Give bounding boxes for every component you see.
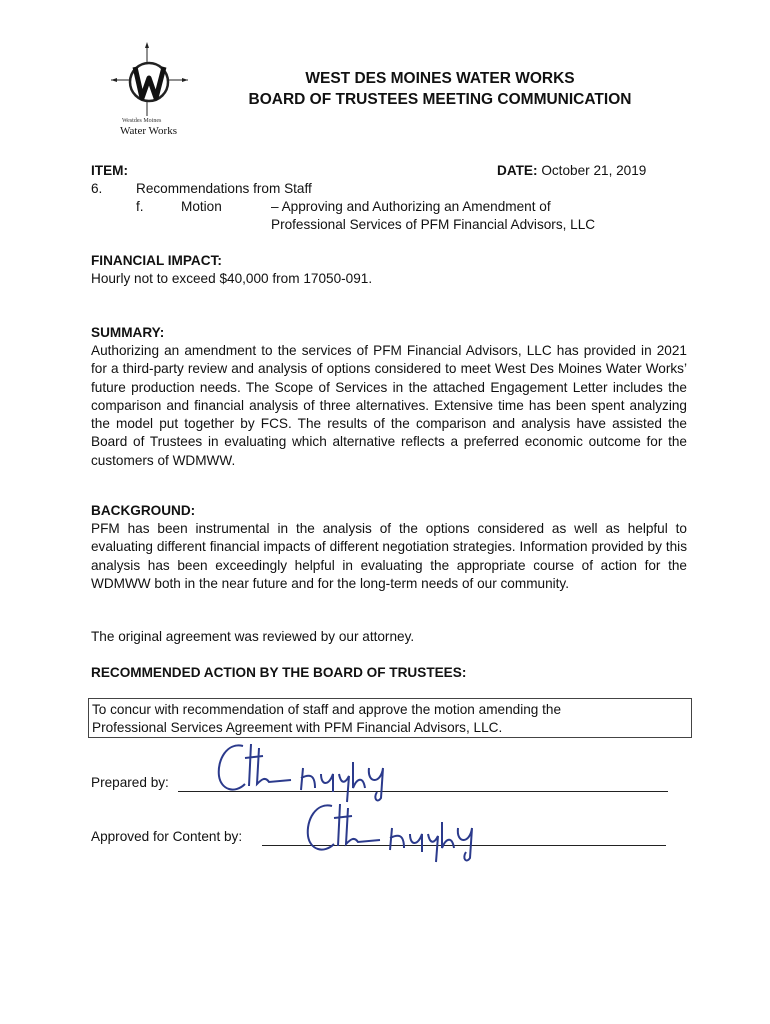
logo-name: Water Works <box>120 125 177 137</box>
document-title <box>0 68 770 110</box>
title-line-1: WEST DES MOINES WATER WORKS <box>305 70 575 87</box>
prepared-by-signature-line <box>178 790 668 792</box>
financial-impact-text: Hourly not to exceed $40,000 from 17050-091. <box>91 271 373 286</box>
item-number: 6. <box>91 181 103 196</box>
background-heading: BACKGROUND: <box>91 503 196 518</box>
background-attorney-note: The original agreement was reviewed by our attorney. <box>91 629 415 644</box>
date-field <box>497 162 646 180</box>
financial-impact-heading: FINANCIAL IMPACT: <box>91 253 222 268</box>
prepared-by-label: Prepared by: <box>91 775 169 790</box>
recommended-action-line-2: Professional Services Agreement with PFM Financial Advisors, LLC. <box>92 720 503 735</box>
summary-text: Authorizing an amendment to the services of PFM Financial Advisors, LLC has provided in 2021 for a third-party review and analysis of options considered to meet West Des Moines Water Works’ future production needs. The Scope of Services in the attached Engagement Letter includes the comparison and financial analysis of three alternatives. Extensive time has been spent analyzing the model put together by FCS. The results of the comparison and analysis have assisted the Board of Trustees in evaluating which alternative reflects a preferred economic outcome for the customers of WDMWW. <box>91 343 687 468</box>
item-text: Recommendations from Staff <box>136 181 312 196</box>
sub-item-text-1: – Approving and Authorizing an Amendment of <box>271 199 551 214</box>
item-label: ITEM: <box>91 163 128 178</box>
title-line-2: BOARD OF TRUSTEES MEETING COMMUNICATION <box>248 91 632 108</box>
approved-by-label: Approved for Content by: <box>91 829 243 844</box>
approved-by-signature-line <box>262 844 666 846</box>
logo-subtext: Westdes Moines <box>122 118 162 124</box>
sub-item-text-2: Professional Services of PFM Financial Advisors, LLC <box>271 217 596 232</box>
recommended-action-box <box>88 698 692 738</box>
recommended-action-line-1: To concur with recommendation of staff and approve the motion amending the <box>92 702 562 717</box>
prepared-by-signature <box>205 738 405 806</box>
approved-by-signature <box>294 796 494 866</box>
date-label: DATE: <box>497 163 538 178</box>
date-value: October 21, 2019 <box>541 163 647 178</box>
sub-item-label: Motion <box>181 199 222 214</box>
summary-heading: SUMMARY: <box>91 325 165 340</box>
background-text: PFM has been instrumental in the analysis of the options considered as well as helpful to evaluating different financial impacts of different negotiation strategies. Information provided by this analysis has been exceedingly helpful in evaluating the appropriate course of action for the WDMWW both in the near future and for the long-term needs of our community. <box>91 521 687 591</box>
recommended-action-heading: RECOMMENDED ACTION BY THE BOARD OF TRUSTEES: <box>91 665 467 680</box>
sub-item-letter: f. <box>136 199 144 214</box>
